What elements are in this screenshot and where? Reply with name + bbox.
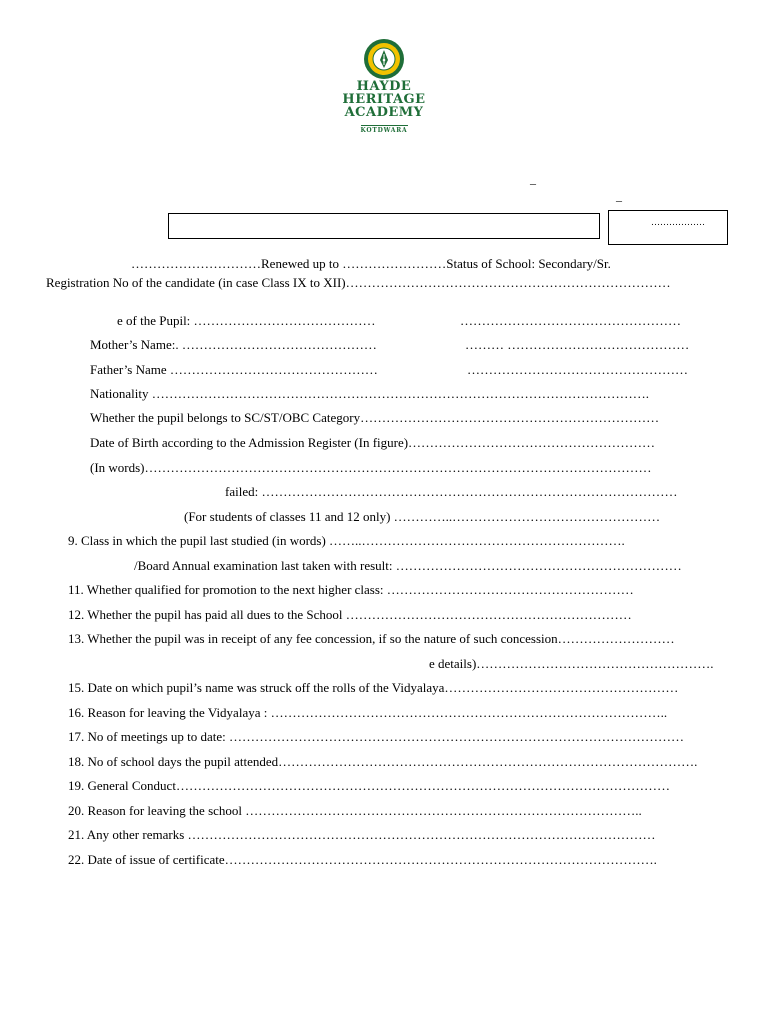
dob-figure-line: Date of Birth according to the Admission Register (In figure)………………………………………………… [90, 435, 656, 450]
logo-location: KOTDWARA [360, 127, 408, 134]
reason-leaving-vidyalaya-line: 16. Reason for leaving the Vidyalaya : ……………………………………………………………………………….. [68, 705, 668, 720]
last-class-line: 9. Class in which the pupil last studied (in words) ……..……………………………………………………. [68, 533, 625, 548]
meetings-line: 17. No of meetings up to date: …………………………………………………………………………………………… [68, 729, 685, 744]
fee-concession-line: 13. Whether the pupil was in receipt of any fee concession, if so the nature of such concession……………………… [68, 631, 675, 646]
logo-name-line2: HERITAGE [342, 92, 426, 107]
school-seal-icon [363, 38, 405, 80]
issue-date-line: 22. Date of issue of certificate………………………………………………………………………………………. [68, 852, 657, 867]
school-logo [334, 38, 434, 137]
header-dash-2: – [616, 193, 622, 207]
struck-off-line: 15. Date on which pupil’s name was struck off the rolls of the Vidyalaya……………………………………………… [68, 680, 679, 695]
board-exam-line: /Board Annual examination last taken with result: ………………………………………………………… [134, 558, 682, 573]
fathers-name-line: Father’s Name ………………………………………… [90, 362, 378, 377]
fathers-name-line-2: …………………………………………… [467, 362, 688, 377]
nationality-line: Nationality ……………………………………………………………………………………………………. [90, 386, 649, 401]
failed-line: failed: …………………………………………………………………………………… [225, 484, 678, 499]
dob-words-line: (In words)……………………………………………………………………………………………………… [90, 460, 652, 475]
header-dash-1: – [530, 176, 536, 190]
promotion-line: 11. Whether qualified for promotion to the next higher class: ………………………………………………… [68, 582, 634, 597]
dues-line: 12. Whether the pupil has paid all dues to the School ………………………………………………………… [68, 607, 632, 622]
general-conduct-line: 19. General Conduct…………………………………………………………………………………………………… [68, 778, 670, 793]
logo-name-line1: HAYDE [356, 79, 412, 94]
registration-line: Registration No of the candidate (in case Class IX to XII)………………………………………………………………… [46, 275, 671, 290]
certificate-no-box [608, 210, 728, 245]
days-attended-line: 18. No of school days the pupil attended……………………………………………………………………………………. [68, 754, 698, 769]
category-line: Whether the pupil belongs to SC/ST/OBC Category…………………………………………………………… [90, 410, 660, 425]
other-remarks-line: 21. Any other remarks ……………………………………………………………………………………………… [68, 827, 656, 842]
pupil-name-line: e of the Pupil: …………………………………… [117, 313, 376, 328]
logo-name-line3: ACADEMY [344, 105, 424, 120]
fee-details-line: e details)………………………………………………. [429, 656, 714, 671]
mothers-name-line-2: ……… …………………………………… [465, 337, 690, 352]
school-name-box [168, 213, 600, 239]
mothers-name-line: Mother’s Name:. ……………………………………… [90, 337, 377, 352]
affiliation-line: …………………………Renewed up to ……………………Status of School: Secondary/Sr. [131, 256, 611, 271]
pupil-name-line-2: …………………………………………… [460, 313, 681, 328]
classes-11-12-line: (For students of classes 11 and 12 only) …………..………………………………………… [184, 509, 661, 524]
reason-leaving-school-line: 20. Reason for leaving the school ……………………………………………………………………………….. [68, 803, 642, 818]
certificate-no-dots: ……………… [651, 217, 705, 227]
